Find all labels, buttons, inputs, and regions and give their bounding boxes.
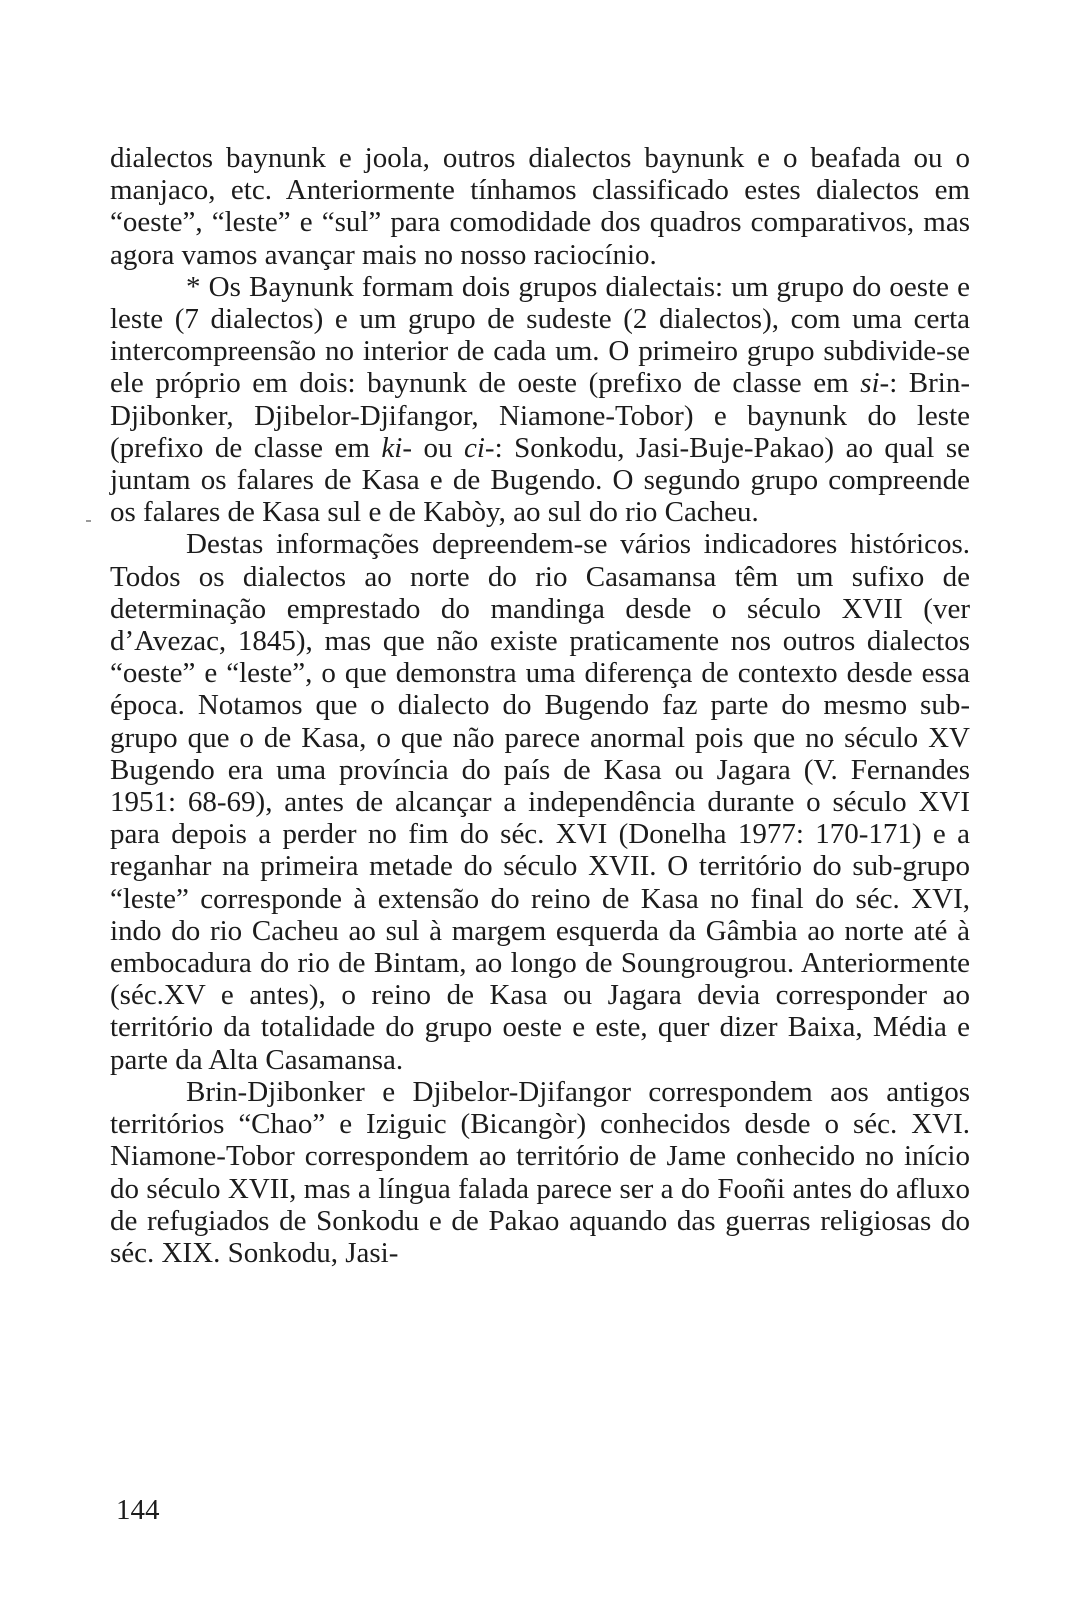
italic-prefix: si- bbox=[860, 367, 890, 400]
italic-prefix: ki- bbox=[381, 431, 412, 464]
page-number: 144 bbox=[116, 1494, 160, 1526]
text-run: * Os Baynunk formam dois grupos dialectais: um grupo do oeste e leste (7 dialectos) e um grupo de sudeste (2 dialectos), com uma certa intercompreensão no interior de cada um. O primeiro grupo subdivide-se ele próprio em dois: baynunk de oeste (prefixo de classe em bbox=[110, 270, 970, 400]
paragraph-4 bbox=[110, 1076, 970, 1269]
text-run: Destas informações depreendem-se vários indicadores históricos. Todos os dialectos ao norte do rio Casamansa têm um sufixo de determinação emprestado do mandinga desde o século XVII (ver d’Avezac, 1845), mas que não existe praticamente nos outros dialectos “oeste” e “leste”, o que demonstra uma diferença de contexto desde essa época. Notamos que o dialecto do Bugendo faz parte do mesmo sub-grupo que o de Kasa, o que não parece anormal pois que no século XV Bugendo era uma província do país de Kasa ou Jagara (V. Fernandes 1951: 68-69), antes de alcançar a independência durante o século XVI para depois a perder no fim do séc. XVI (Donelha 1977: 170-171) e a reganhar na primeira metade do século XVII. O território do sub-grupo “leste” corresponde à extensão do reino de Kasa no final do séc. XVI, indo do rio Cacheu ao sul à margem esquerda da Gâmbia ao norte até à embocadura do rio de Bintam, ao longo de Soungrougrou. Anteriormente (séc.XV e antes), o reino de Kasa ou Jagara devia corresponder ao território da totalidade do grupo oeste e este, quer dizer Baixa, Média e parte da Alta Casamansa. bbox=[110, 528, 970, 1076]
italic-prefix: ci- bbox=[463, 431, 495, 464]
paragraph-2 bbox=[110, 271, 970, 529]
page-body bbox=[110, 142, 970, 1269]
paragraph-3 bbox=[110, 528, 970, 1075]
text-run: : Sonkodu, Jasi-Buje-Pakao) ao qual se juntam os falares de Kasa e de Bugendo. O segundo grupo compreende os falares de Kasa sul e de Kabòy, ao sul do rio Cacheu. bbox=[110, 431, 970, 529]
paragraph-1 bbox=[110, 142, 970, 271]
text-run: ou bbox=[411, 431, 464, 464]
margin-mark bbox=[86, 520, 91, 522]
text-run: : Brin-Djibonker, Djibelor-Djifangor, Niamone-Tobor) e baynunk do leste (prefixo de classe em bbox=[110, 367, 970, 464]
text-run: dialectos baynunk e joola, outros dialectos baynunk e o beafada ou o manjaco, etc. Anteriormente tínhamos classificado estes dialectos em “oeste”, “leste” e “sul” para comodidade dos quadros comparativos, mas agora vamos avançar mais no nosso raciocínio. bbox=[110, 142, 970, 271]
text-run: Brin-Djibonker e Djibelor-Djifangor correspondem aos antigos territórios “Chao” e Iziguic (Bicangòr) conhecidos desde o séc. XVI. Niamone-Tobor correspondem ao território de Jame conhecido no início do século XVII, mas a língua falada parece ser a do Fooñi antes do afluxo de refugiados de Sonkodu e de Pakao aquando das guerras religiosas do séc. XIX. Sonkodu, Jasi- bbox=[110, 1075, 970, 1269]
